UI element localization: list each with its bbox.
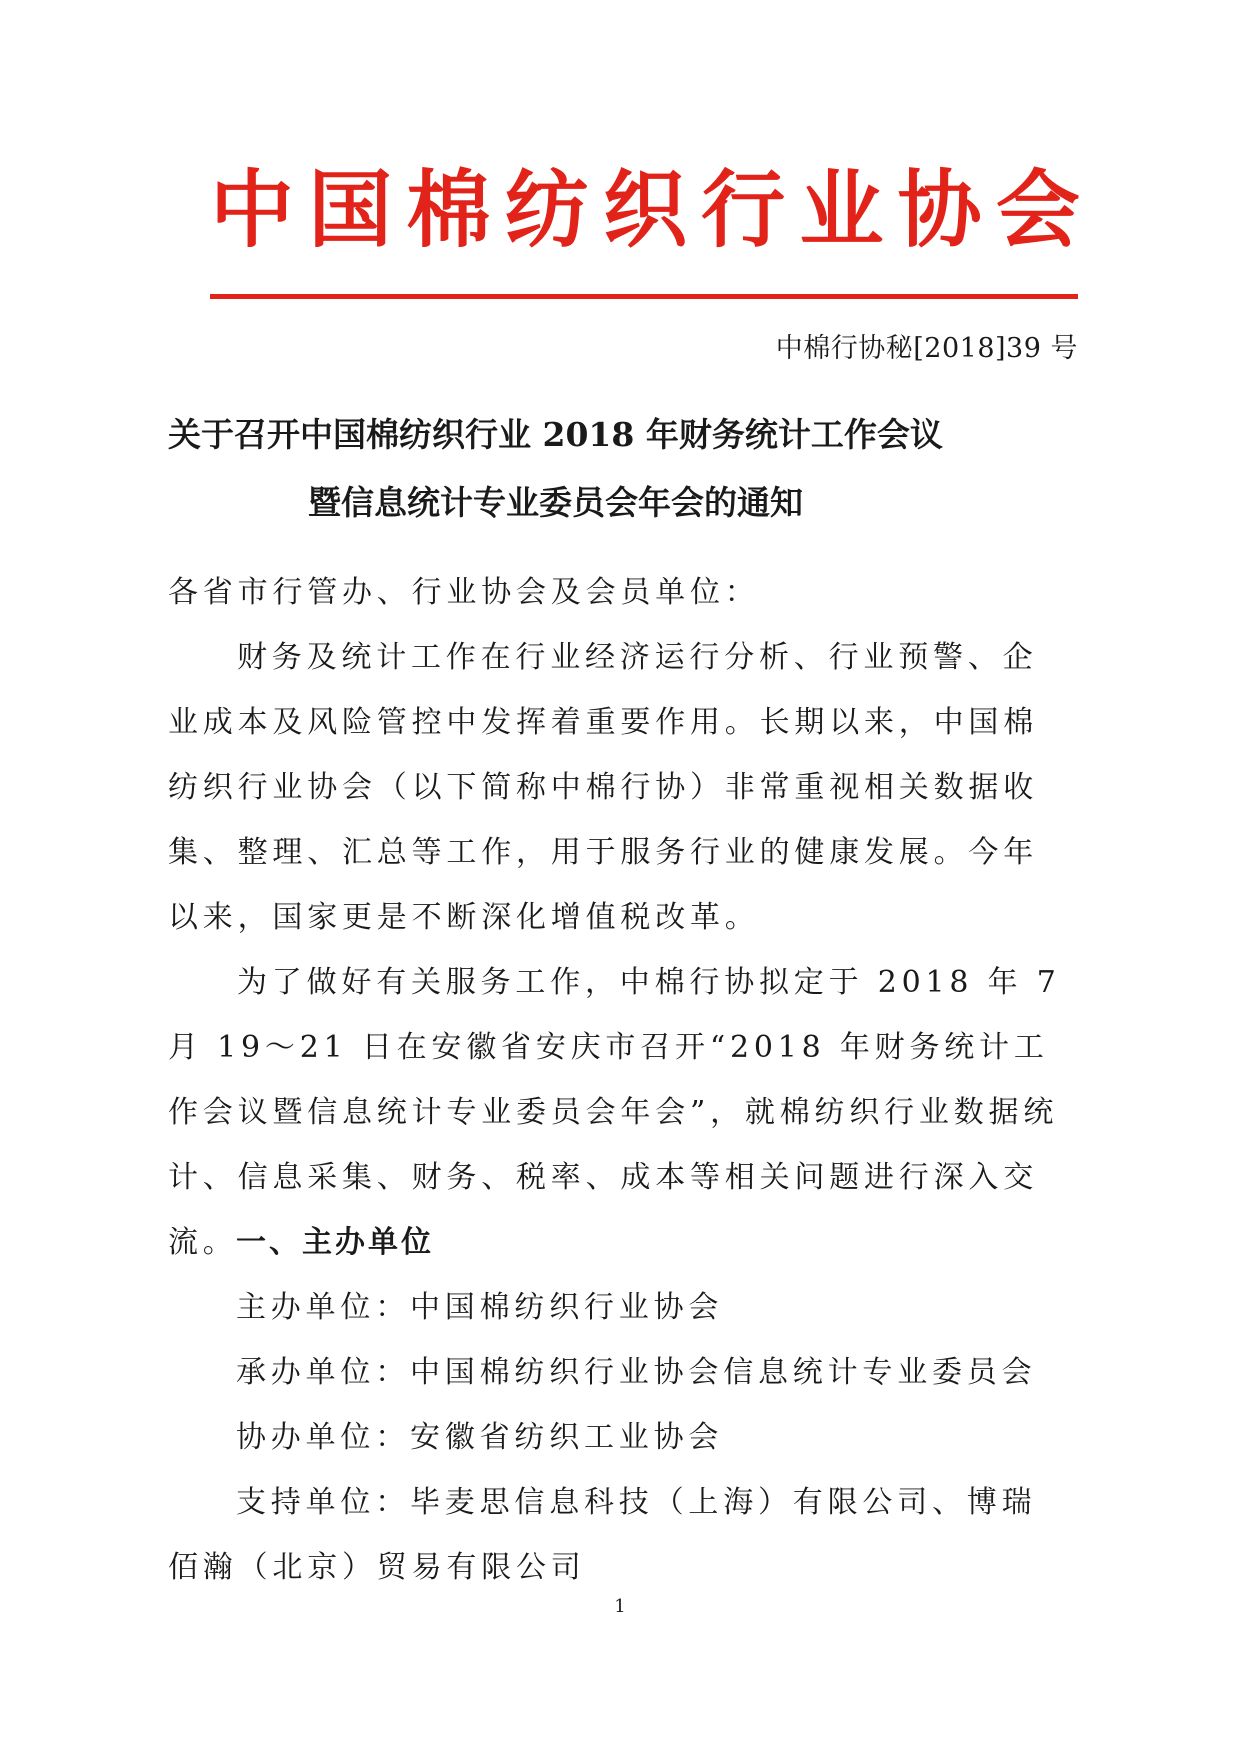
- organizer-undertaker: 承办单位：中国棉纺织行业协会信息统计专业委员会: [236, 1355, 1037, 1390]
- masthead-divider: [210, 294, 1078, 299]
- organizer-host: 主办单位：中国棉纺织行业协会: [236, 1290, 724, 1325]
- document-title-line-2: 暨信息统计专业委员会年会的通知: [308, 483, 803, 522]
- masthead-title: [210, 150, 1080, 270]
- page-number: 1: [614, 1596, 626, 1617]
- organizers-list: [168, 1275, 1070, 1600]
- organizer-co-organizer: 协办单位：安徽省纺织工业协会: [236, 1420, 724, 1455]
- masthead-char: 会: [995, 160, 1080, 259]
- document-title-line-1: 关于召开中国棉纺织行业 2018 年财务统计工作会议: [168, 415, 943, 454]
- body-paragraph-2: 为了做好有关服务工作，中棉行协拟定于 2018 年 7 月 19～21 日在安徽省安庆市召开“2018 年财务统计工作会议暨信息统计专业委员会年会”，就棉纺织行业数据统计、信息采集、财务、税率、成本等相关问题进行深入交流。: [168, 965, 1061, 1260]
- masthead-char: 协: [897, 160, 982, 259]
- masthead-char: 国: [308, 160, 393, 259]
- masthead-char: 业: [799, 160, 884, 259]
- masthead-char: 纺: [504, 160, 589, 259]
- document-number: 中棉行协秘[2018]39 号: [775, 333, 1078, 364]
- section-heading-organizers: 一、主办单位: [236, 1225, 434, 1260]
- organizer-supporter: 支持单位：毕麦思信息科技（上海）有限公司、博瑞佰瀚（北京）贸易有限公司: [168, 1485, 1037, 1585]
- masthead-char: 织: [602, 160, 687, 259]
- body-paragraph-1: 财务及统计工作在行业经济运行分析、行业预警、企业成本及风险管控中发挥着重要作用。长期以来，中国棉纺织行业协会（以下简称中棉行协）非常重视相关数据收集、整理、汇总等工作，用于服务行业的健康发展。今年以来，国家更是不断深化增值税改革。: [168, 640, 1038, 935]
- masthead-char: 中: [210, 160, 295, 259]
- salutation: 各省市行管办、行业协会及会员单位：: [168, 575, 760, 610]
- masthead-char: 棉: [406, 160, 491, 259]
- masthead-char: 行: [701, 160, 786, 259]
